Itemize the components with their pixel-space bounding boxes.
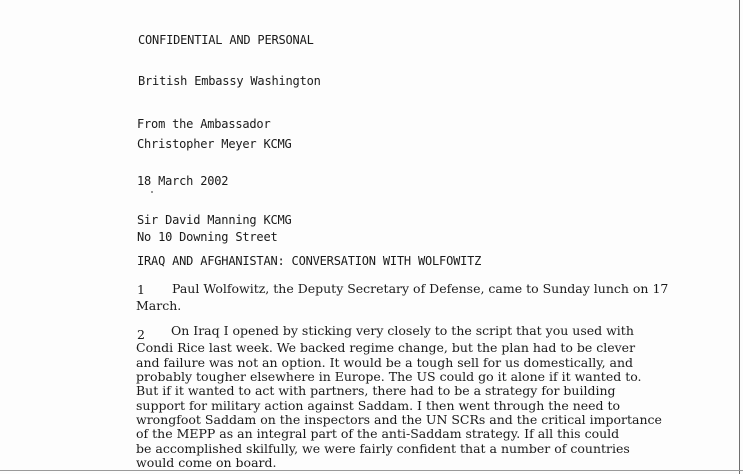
paragraph-line: would come on board. — [136, 455, 277, 470]
from-name: Christopher Meyer KCMG — [137, 137, 292, 151]
paragraph-line: of the MEPP as an integral part of the anti-Saddam strategy. If all this could — [136, 426, 620, 441]
paragraph-line: March. — [136, 298, 182, 313]
paragraph-line: On Iraq I opened by sticking very closely to the script that you used with — [171, 323, 634, 338]
paragraph-line: be accomplished skilfully, we were fairly confident that a number of countries — [136, 441, 630, 456]
recipient-address: No 10 Downing Street — [137, 230, 278, 244]
page-edge-bottom — [0, 470, 743, 471]
memo-date: 18 March 2002 — [137, 174, 229, 188]
paragraph-number: 1 — [137, 282, 145, 297]
recipient-name: Sir David Manning KCMG — [137, 213, 292, 227]
subject-line: IRAQ AND AFGHANISTAN: CONVERSATION WITH WOLFOWITZ — [137, 254, 482, 268]
paragraph-line: support for military action against Saddam. I then went through the need to — [136, 398, 621, 413]
paragraph-line: and failure was not an option. It would be a tough sell for us domestically, and — [136, 355, 634, 370]
classification: CONFIDENTIAL AND PERSONAL — [138, 33, 314, 47]
paragraph-line: But if it wanted to act with partners, there had to be a strategy for building — [136, 383, 616, 398]
paragraph-line: Condi Rice last week. We backed regime change, but the plan had to be clever — [136, 340, 636, 355]
from-label: From the Ambassador — [137, 117, 271, 131]
page-edge-right — [739, 0, 740, 474]
paragraph-line: Paul Wolfowitz, the Deputy Secretary of Defense, came to Sunday lunch on 17 — [172, 281, 669, 296]
paragraph-line: probably tougher elsewhere in Europe. The US could go it alone if it wanted to. — [136, 369, 642, 384]
scan-speck — [151, 191, 153, 193]
embassy-name: British Embassy Washington — [138, 74, 321, 88]
paragraph-line: wrongfoot Saddam on the inspectors and the UN SCRs and the critical importance — [136, 412, 662, 427]
paragraph-number: 2 — [137, 327, 145, 342]
